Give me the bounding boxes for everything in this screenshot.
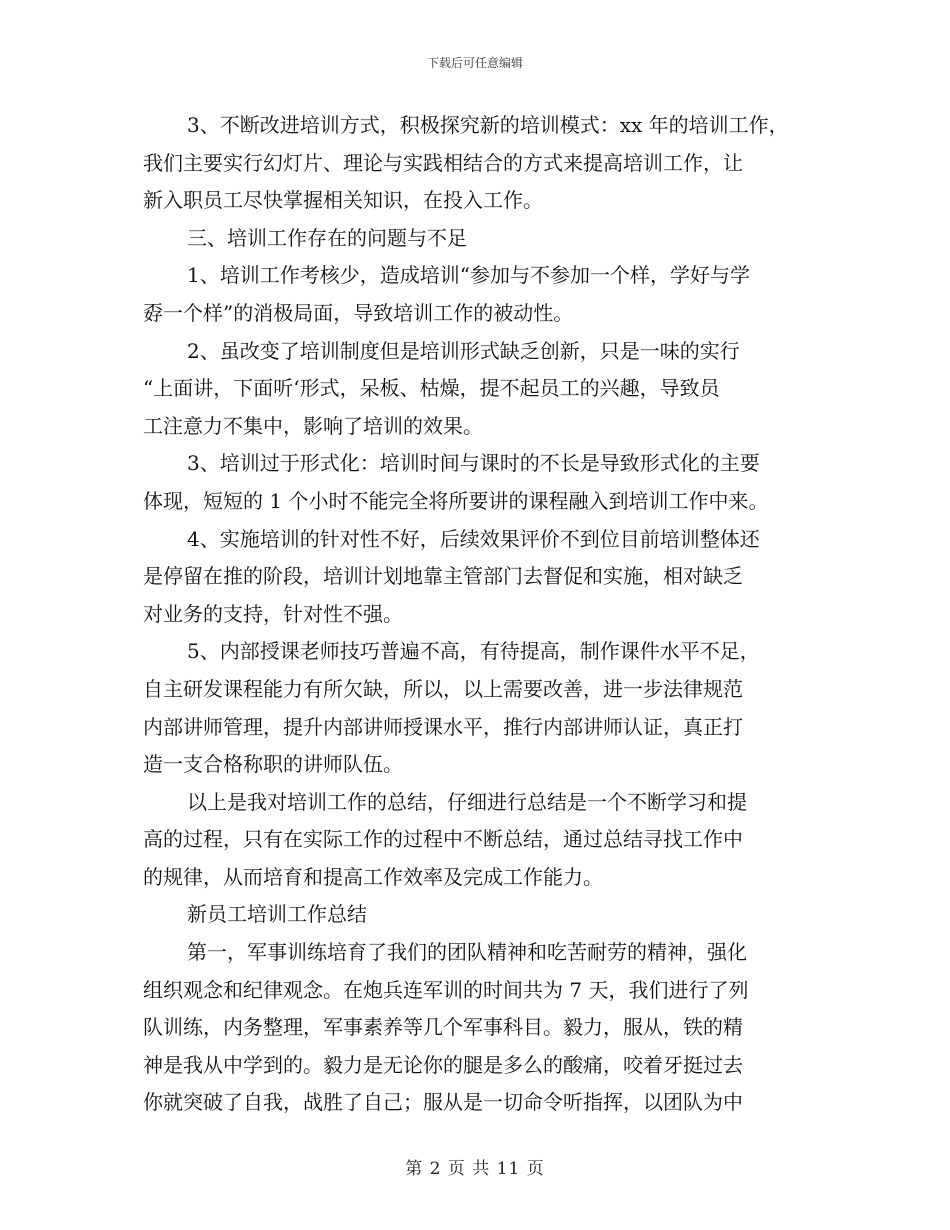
text-line: 内部讲师管理，提升内部讲师授课水平，推行内部讲师认证，真正打 (143, 714, 743, 739)
text-line: “上面讲，下面听‘形式，呆板、枯燥，提不起员工的兴趣，导致员 (143, 376, 720, 401)
text-line: 是停留在推的阶段，培训计划地靠主管部门去督促和实施，相对缺乏 (143, 564, 743, 589)
text-line: 神是我从中学到的。毅力是无论你的腿是多么的酸痛，咬着牙挺过去 (143, 1052, 743, 1077)
text-line: 第一，军事训练培育了我们的团队精神和吃苦耐劳的精神，强化 (187, 940, 747, 965)
text-line: 的规律，从而培育和提高工作效率及完成工作能力。 (143, 864, 603, 889)
text-line: 3、培训过于形式化：培训时间与课时的不长是导致形式化的主要 (187, 451, 760, 476)
document-body (143, 107, 823, 1122)
text-line: 5、内部授课老师技巧普遍不高，有待提高，制作课件水平不足， (187, 639, 760, 664)
text-line: 1、培训工作考核少，造成培训“参加与不参加一个样，学好与学 (187, 263, 750, 288)
page-header: 下载后可任意编辑 (426, 56, 523, 70)
text-line: 4、实施培训的针对性不好，后续效果评价不到位目前培训整体还 (187, 526, 760, 551)
text-line: 以上是我对培训工作的总结，仔细进行总结是一个不断学习和提 (187, 789, 747, 814)
text-line: 新员工培训工作总结 (187, 902, 367, 927)
text-line: 孬一个样”的消极局面，导致培训工作的被动性。 (143, 300, 574, 325)
text-line: 2、虽改变了培训制度但是培训形式缺乏创新，只是一味的实行 (187, 338, 740, 363)
text-line: 高的过程，只有在实际工作的过程中不断总结，通过总结寻找工作中 (143, 827, 743, 852)
text-line: 工注意力不集中，影响了培训的效果。 (143, 413, 483, 438)
text-line: 造一支合格称职的讲师队伍。 (143, 752, 403, 777)
text-line: 体现，短短的 1 个小时不能完全将所要讲的课程融入到培训工作中来。 (143, 488, 769, 513)
text-line: 自主研发课程能力有所欠缺，所以，以上需要改善，进一步法律规范 (143, 676, 743, 701)
text-line: 你就突破了自我，战胜了自己；服从是一切命令听指挥，以团队为中 (143, 1090, 743, 1115)
text-line: 3、不断改进培训方式，积极探究新的培训模式：xx 年的培训工作， (187, 113, 789, 137)
text-line: 组织观念和纪律观念。在炮兵连军训的时间共为 7 天，我们进行了列 (143, 977, 749, 1002)
text-line: 我们主要实行幻灯片、理论与实践相结合的方式来提高培训工作，让 (143, 150, 743, 175)
text-line: 三、培训工作存在的问题与不足 (187, 225, 467, 250)
text-line: 队训练，内务整理，军事素养等几个军事科目。毅力，服从，铁的精 (143, 1015, 743, 1040)
text-line: 对业务的支持，针对性不强。 (143, 601, 403, 626)
page-number-footer: 第 2 页 共 11 页 (405, 1159, 545, 1179)
text-line: 新入职员工尽快掌握相关知识，在投入工作。 (143, 188, 543, 213)
